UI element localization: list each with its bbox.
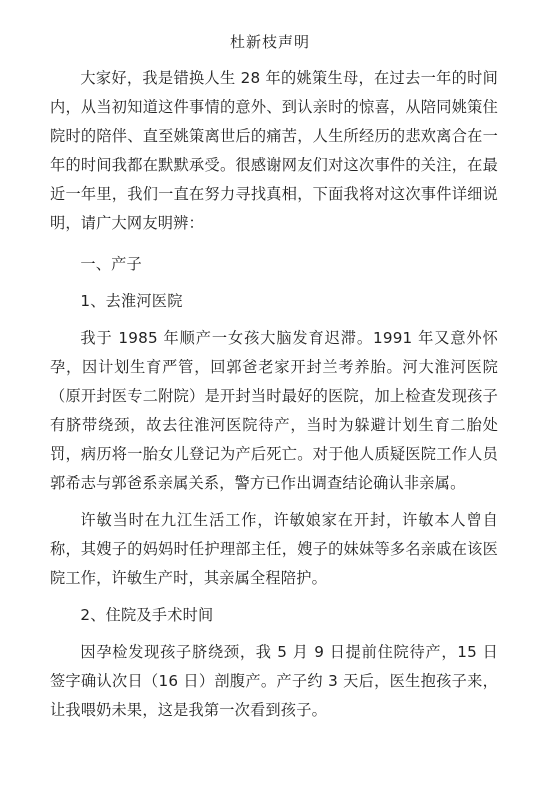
- document-title: 杜新枝声明: [229, 33, 310, 51]
- hospital-paragraph-1: 我于 1985 年顺产一女孩大脑发育迟滞。1991 年又意外怀孕，因计划生育严管，回郭爸老家开封兰考养胎。河大淮河医院（原开封医专二附院）是开封当时最好的医院，加上检查发现孩子有脐带绕颈，故去往淮河医院待产，当时为躲避计划生育二胎处罚，病历将一胎女儿登记为产后死亡。对于他人质疑医院工作人员郭希志与郭爸系亲属关系，警方已作出调查结论确认非亲属。: [50, 329, 498, 492]
- document-body: [50, 64, 498, 725]
- section-heading-childbirth: 一、产子: [80, 255, 142, 273]
- subsection-heading-hospital: 1、去淮河医院: [80, 292, 183, 310]
- surgery-paragraph-1: 因孕检发现孩子脐绕颈，我 5 月 9 日提前住院待产，15 日签字确认次日（16 日）剖腹产。产子约 3 天后，医生抱孩子来，让我喂奶未果，这是我第一次看到孩子。: [50, 643, 498, 719]
- subsection-heading-surgery: 2、住院及手术时间: [80, 606, 214, 624]
- hospital-paragraph-2: 许敏当时在九江生活工作，许敏娘家在开封，许敏本人曾自称，其嫂子的妈妈时任护理部主任，嫂子的妹妹等多名亲戚在该医院工作，许敏生产时，其亲属全程陪护。: [50, 511, 498, 587]
- intro-paragraph: 大家好，我是错换人生 28 年的姚策生母，在过去一年的时间内，从当初知道这件事情的意外、到认亲时的惊喜，从陪同姚策住院时的陪伴、直至姚策离世后的痛苦，人生所经历的悲欢离合在一年的时间我都在默默承受。很感谢网友们对这次事件的关注，在最近一年里，我们一直在努力寻找真相，下面我将对这次事件详细说明，请广大网友明辨：: [50, 69, 498, 232]
